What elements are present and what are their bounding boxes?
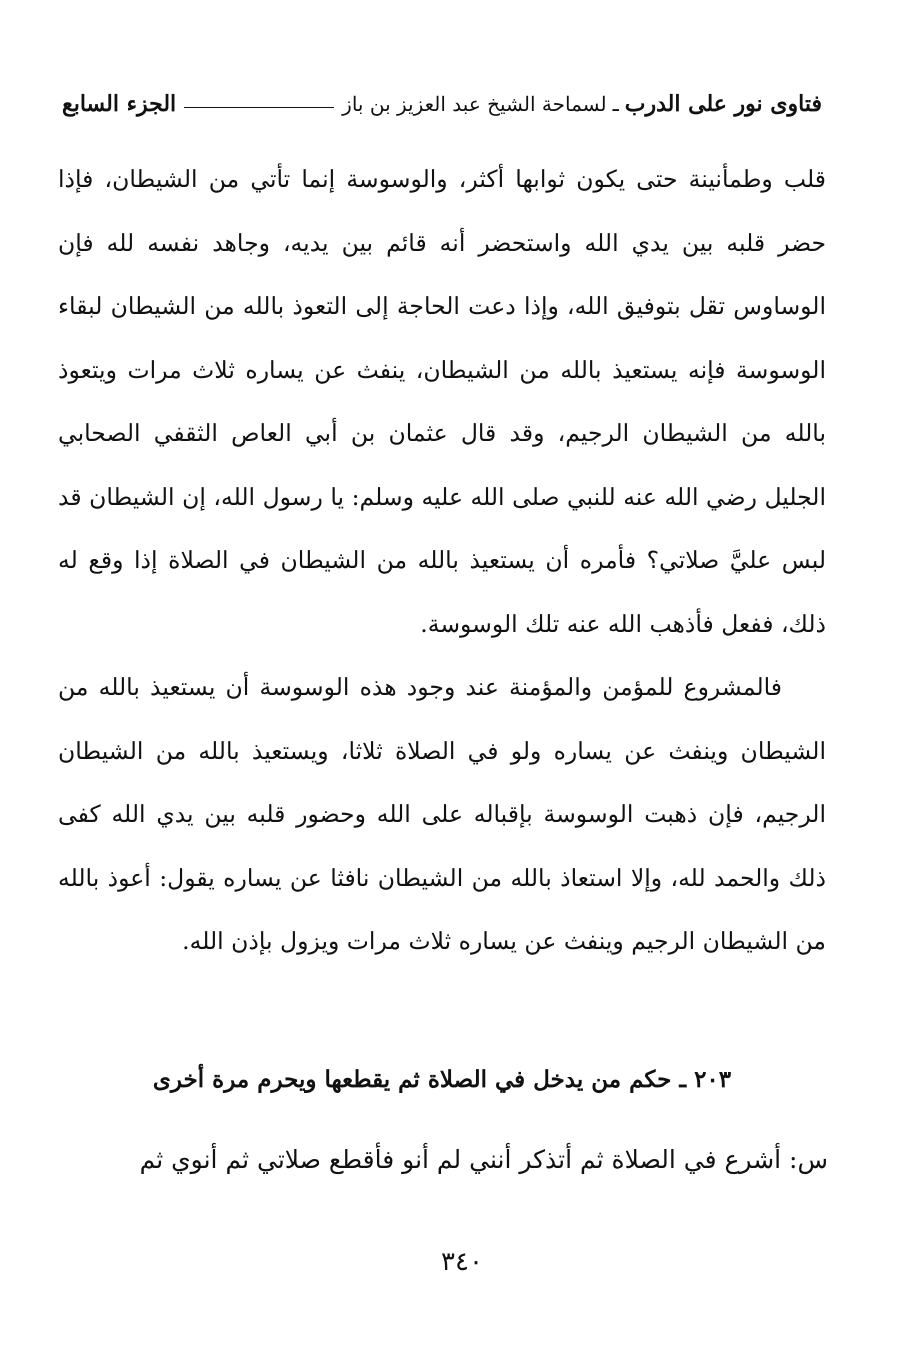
- book-title: فتاوى نور على الدرب: [624, 91, 822, 117]
- header-rule: [184, 107, 334, 108]
- question-heading: ٢٠٣ ـ حكم من يدخل في الصلاة ثم يقطعها ويحرم مرة أخرى: [152, 1066, 732, 1093]
- running-header: [62, 86, 822, 122]
- header-separator: ـ: [612, 92, 619, 116]
- author-name: لسماحة الشيخ عبد العزيز بن باز: [342, 92, 607, 116]
- page-number: ٣٤٠: [441, 1247, 483, 1277]
- paragraph: قلب وطمأنينة حتى يكون ثوابها أكثر، والوسوسة إنما تأتي من الشيطان، فإذا حضر قلبه بين يدي الله واستحضر أنه قائم بين يديه، وجاهد نفسه لله فإن الوساوس تقل بتوفيق الله، وإذا دعت الحاجة إلى التعوذ بالله من الشيطان لبقاء الوسوسة فإنه يستعيذ بالله من الشيطان، ينفث عن يساره ثلاث مرات ويتعوذ بالله من الشيطان الرجيم، وقد قال عثمان بن أبي العاص الثقفي الصحابي الجليل رضي الله عنه للنبي صلى الله عليه وسلم: يا رسول الله، إن الشيطان قد لبس عليَّ صلاتي؟ فأمره أن يستعيذ بالله من الشيطان في الصلاة إذا وقع له ذلك، ففعل فأذهب الله عنه تلك الوسوسة.: [58, 165, 826, 638]
- question-text: س: أشرع في الصلاة ثم أتذكر أنني لم أنو فأقطع صلاتي ثم أنوي ثم: [139, 1145, 828, 1174]
- paragraph: فالمشروع للمؤمن والمؤمنة عند وجود هذه الوسوسة أن يستعيذ بالله من الشيطان وينفث عن يساره ولو في الصلاة ثلاثا، ويستعيذ بالله من الشيطان الرجيم، فإن ذهبت الوسوسة بإقباله على الله وحضور قلبه بين يدي الله كفى ذلك والحمد لله، وإلا استعاذ بالله من الشيطان نافثا عن يساره يقول: أعوذ بالله من الشيطان الرجيم وينفث عن يساره ثلاث مرات ويزول بإذن الله.: [58, 673, 826, 955]
- body-text: [58, 148, 826, 974]
- volume-label: الجزء السابع: [62, 91, 177, 117]
